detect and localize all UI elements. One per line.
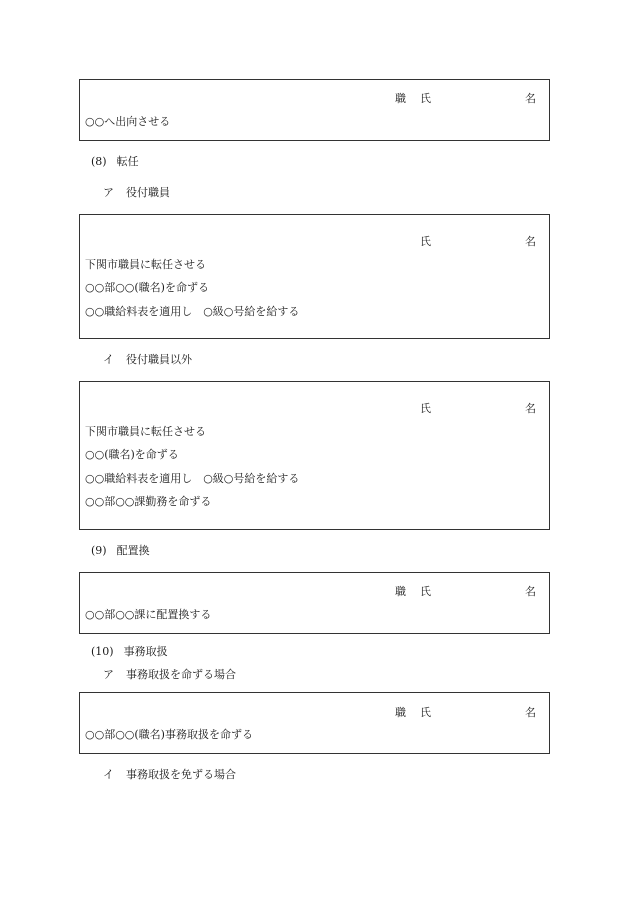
subheading-10i	[103, 768, 236, 782]
section-title: 配置換	[116, 544, 150, 557]
label-mei: 名	[525, 585, 536, 598]
sub-title: 役付職員以外	[126, 353, 192, 366]
notice-line: ○○部○○課に配置換する	[85, 608, 212, 621]
section-heading-9	[91, 544, 150, 558]
notice-box-transfer-officer	[79, 214, 550, 339]
section-heading-8	[91, 155, 139, 169]
section-heading-10	[91, 645, 168, 659]
notice-box-secondment	[79, 79, 550, 141]
sub-marker: イ	[103, 353, 114, 366]
label-shi: 氏	[420, 585, 431, 598]
subheading-8i	[103, 353, 192, 367]
label-shi: 氏	[420, 92, 431, 105]
label-shoku: 職	[395, 92, 406, 105]
subheading-8a	[103, 186, 170, 200]
subheading-10a	[103, 668, 236, 682]
label-mei: 名	[525, 92, 536, 105]
label-mei: 名	[525, 235, 536, 248]
sub-title: 事務取扱を命ずる場合	[126, 668, 236, 681]
label-shi: 氏	[420, 235, 431, 248]
section-number: (10)	[91, 645, 114, 658]
sub-marker: ア	[103, 186, 114, 199]
notice-line: 下関市職員に転任させる	[85, 258, 206, 271]
label-shoku: 職	[395, 585, 406, 598]
label-mei: 名	[525, 402, 536, 415]
notice-line: ○○部○○課勤務を命ずる	[85, 495, 212, 508]
notice-line: ○○職給料表を適用し ○級○号給を給する	[85, 305, 300, 318]
notice-box-transfer-staff	[79, 381, 550, 530]
sub-title: 役付職員	[126, 186, 170, 199]
section-title: 事務取扱	[123, 645, 168, 658]
sub-marker: ア	[103, 668, 114, 681]
sub-title: 事務取扱を免ずる場合	[126, 768, 236, 781]
section-number: (8)	[91, 155, 107, 168]
notice-line: ○○部○○(職名)事務取扱を命ずる	[85, 728, 253, 741]
notice-box-acting-appoint	[79, 692, 550, 754]
label-shi: 氏	[420, 402, 431, 415]
label-shi: 氏	[420, 706, 431, 719]
sub-marker: イ	[103, 768, 114, 781]
notice-box-reassignment	[79, 572, 550, 634]
section-title: 転任	[116, 155, 139, 168]
section-number: (9)	[91, 544, 107, 557]
notice-line: ○○(職名)を命ずる	[85, 448, 179, 461]
label-mei: 名	[525, 706, 536, 719]
label-shoku: 職	[395, 706, 406, 719]
notice-line: ○○部○○(職名)を命ずる	[85, 281, 209, 294]
notice-line: ○○職給料表を適用し ○級○号給を給する	[85, 472, 300, 485]
notice-line: ○○へ出向させる	[85, 115, 171, 128]
notice-line: 下関市職員に転任させる	[85, 425, 206, 438]
